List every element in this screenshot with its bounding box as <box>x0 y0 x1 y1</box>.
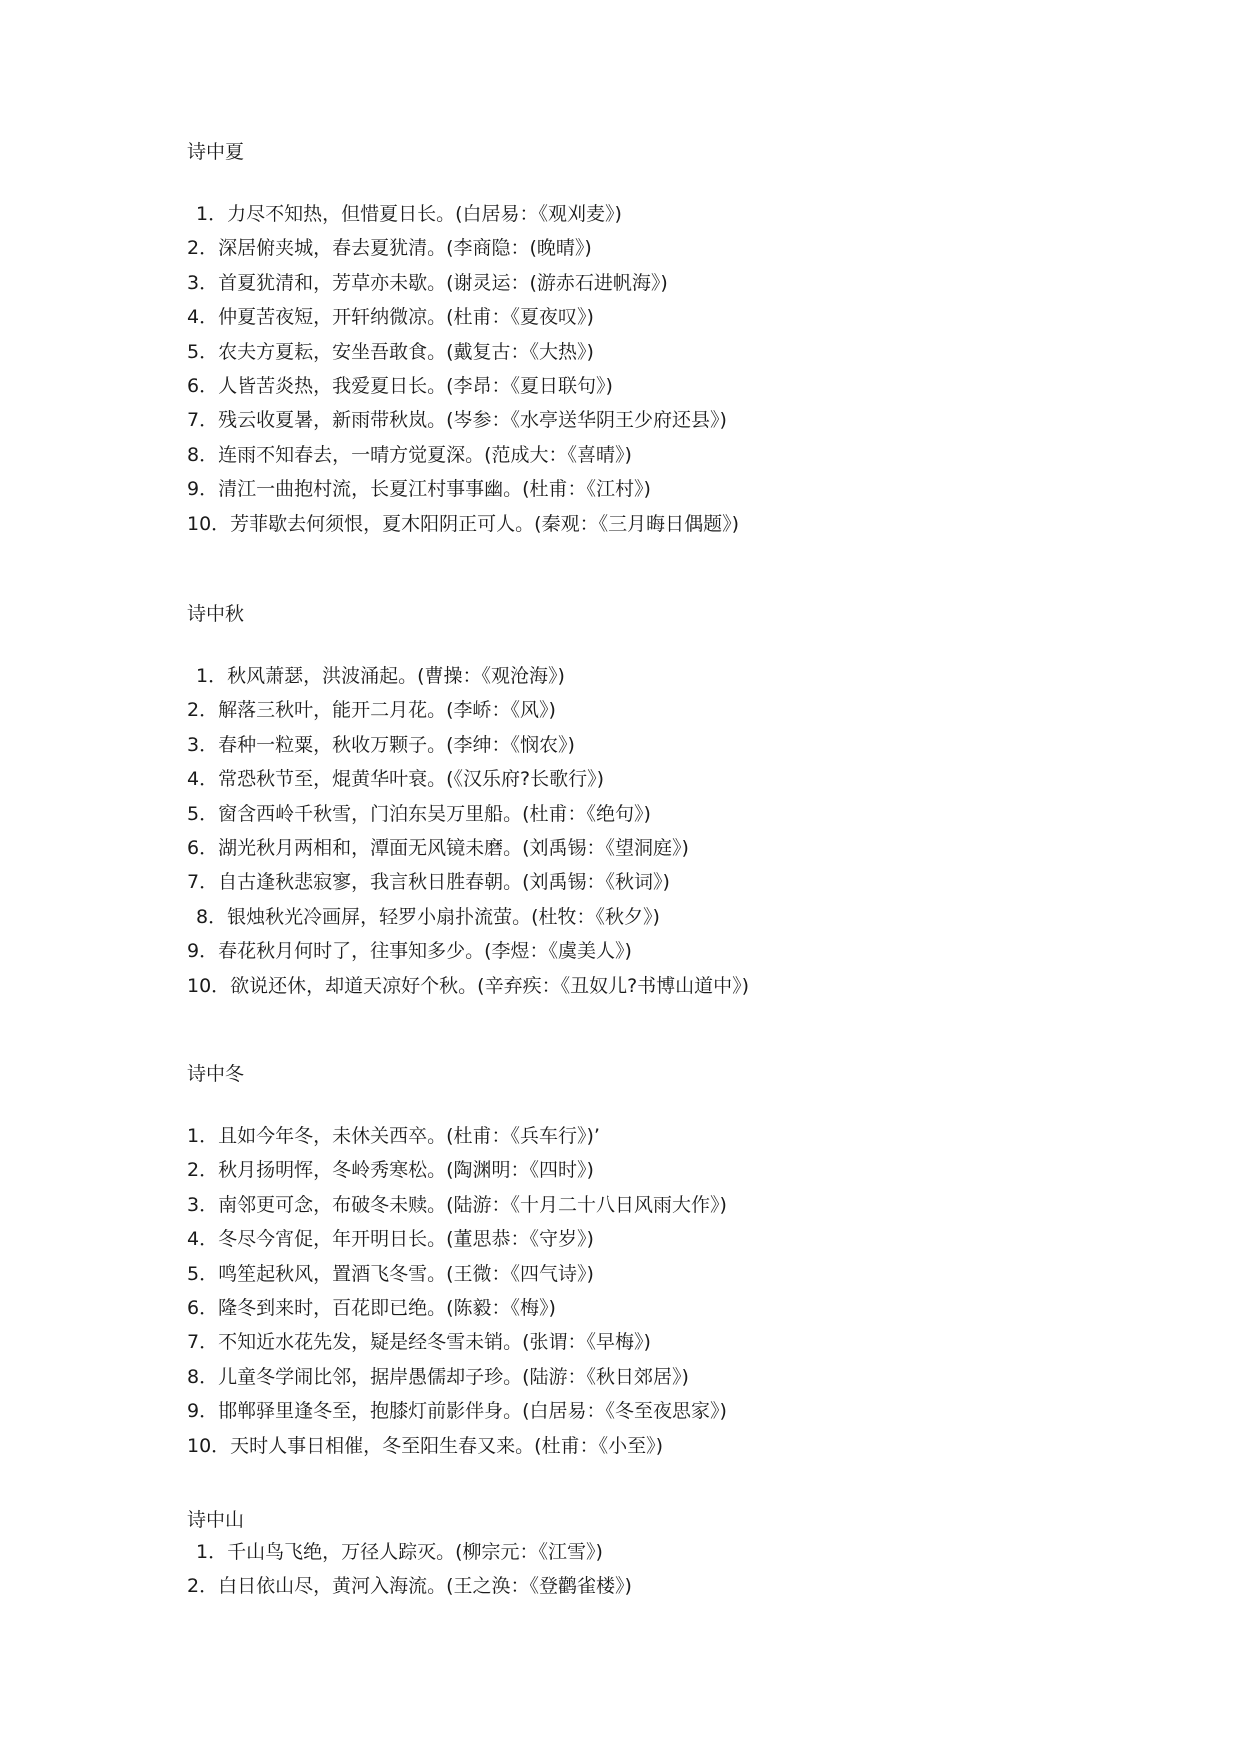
poem-line: 3．首夏犹清和，芳草亦未歇。(谢灵运：(游赤石进帆海》) <box>187 271 668 294</box>
poem-line: 4．仲夏苦夜短，开轩纳微凉。(杜甫：《夏夜叹》) <box>187 306 594 329</box>
poem-line: 8．连雨不知春去，一晴方觉夏深。(范成大：《喜晴》) <box>187 443 632 466</box>
poem-line: 4．冬尽今宵促，年开明日长。(董思恭：《守岁》) <box>187 1228 594 1251</box>
poem-list-winter <box>187 1124 727 1468</box>
poem-line: 1．力尽不知热，但惜夏日长。(白居易：《观刈麦》) <box>196 203 622 225</box>
poem-line: 7．残云收夏暑，新雨带秋岚。(岑参：《水亭送华阴王少府还县》) <box>187 409 727 432</box>
poem-line: 10．欲说还休，却道天凉好个秋。(辛弃疾：《丑奴儿?书博山道中》) <box>187 974 750 997</box>
poem-line: 5．鸣笙起秋风，置酒飞冬雪。(王微：《四气诗》) <box>187 1262 594 1285</box>
poem-list-autumn <box>187 664 749 1008</box>
poem-line: 3．春种一粒粟，秋收万颗子。(李绅：《悯农》) <box>187 733 575 756</box>
poem-line: 7．不知近水花先发，疑是经冬雪未销。(张谓：《早梅》) <box>187 1331 651 1354</box>
poem-line: 3．南邻更可念，布破冬未赎。(陆游：《十月二十八日风雨大作》) <box>187 1193 727 1216</box>
poem-line: 2．秋月扬明恽，冬岭秀寒松。(陶渊明：《四时》) <box>187 1159 594 1182</box>
poem-line: 2．深居俯夹城，春去夏犹清。(李商隐：(晚晴》) <box>187 237 592 260</box>
poem-line: 1．且如今年冬，未休关西卒。(杜甫：《兵车行》)’ <box>187 1125 600 1147</box>
poem-list-mountain <box>187 1540 632 1609</box>
section-heading-autumn: 诗中秋 <box>187 603 245 625</box>
section-heading-winter: 诗中冬 <box>187 1063 245 1085</box>
poem-line: 6．人皆苦炎热，我爱夏日长。(李昂：《夏日联句》) <box>187 374 613 397</box>
poem-line: 6．湖光秋月两相和，潭面无风镜未磨。(刘禹锡：《望洞庭》) <box>187 836 689 859</box>
poem-line: 2．白日依山尽，黄河入海流。(王之涣：《登鹳雀楼》) <box>187 1575 632 1598</box>
poem-list-summer <box>187 202 739 546</box>
poem-line: 9．邯郸驿里逢冬至，抱膝灯前影伴身。(白居易：《冬至夜思家》) <box>187 1400 727 1423</box>
poem-line: 10．芳菲歇去何须恨，夏木阳阴正可人。(秦观：《三月晦日偶题》) <box>187 512 740 535</box>
poem-line: 5．窗含西岭千秋雪，门泊东吴万里船。(杜甫：《绝句》) <box>187 802 651 825</box>
poem-line: 8．银烛秋光冷画屏，轻罗小扇扑流萤。(杜牧：《秋夕》) <box>196 905 660 928</box>
section-heading-summer: 诗中夏 <box>187 141 245 163</box>
poem-line: 1．秋风萧瑟，洪波涌起。(曹操：《观沧海》) <box>196 665 565 687</box>
poem-line: 5．农夫方夏耘，安坐吾敢食。(戴复古：《大热》) <box>187 340 594 363</box>
poem-line: 7．自古逢秋悲寂寥，我言秋日胜春朝。(刘禹锡：《秋词》) <box>187 871 670 894</box>
poem-line: 2．解落三秋叶，能开二月花。(李峤：《风》) <box>187 699 556 722</box>
poem-line: 6．隆冬到来时，百花即已绝。(陈毅：《梅》) <box>187 1296 556 1319</box>
poem-line: 8．儿童冬学闹比邻，据岸愚儒却子珍。(陆游：《秋日郊居》) <box>187 1365 689 1388</box>
poem-line: 9．清江一曲抱村流，长夏江村事事幽。(杜甫：《江村》) <box>187 478 651 501</box>
poem-line: 1．千山鸟飞绝，万径人踪灭。(柳宗元：《江雪》) <box>196 1541 603 1563</box>
poem-line: 10．天时人事日相催，冬至阳生春又来。(杜甫：《小至》) <box>187 1434 664 1457</box>
poem-line: 4．常恐秋节至，焜黄华叶衰。(《汉乐府?长歌行》) <box>187 768 604 791</box>
section-heading-mountain: 诗中山 <box>187 1509 245 1531</box>
poem-line: 9．春花秋月何时了，往事知多少。(李煜：《虞美人》) <box>187 940 632 963</box>
